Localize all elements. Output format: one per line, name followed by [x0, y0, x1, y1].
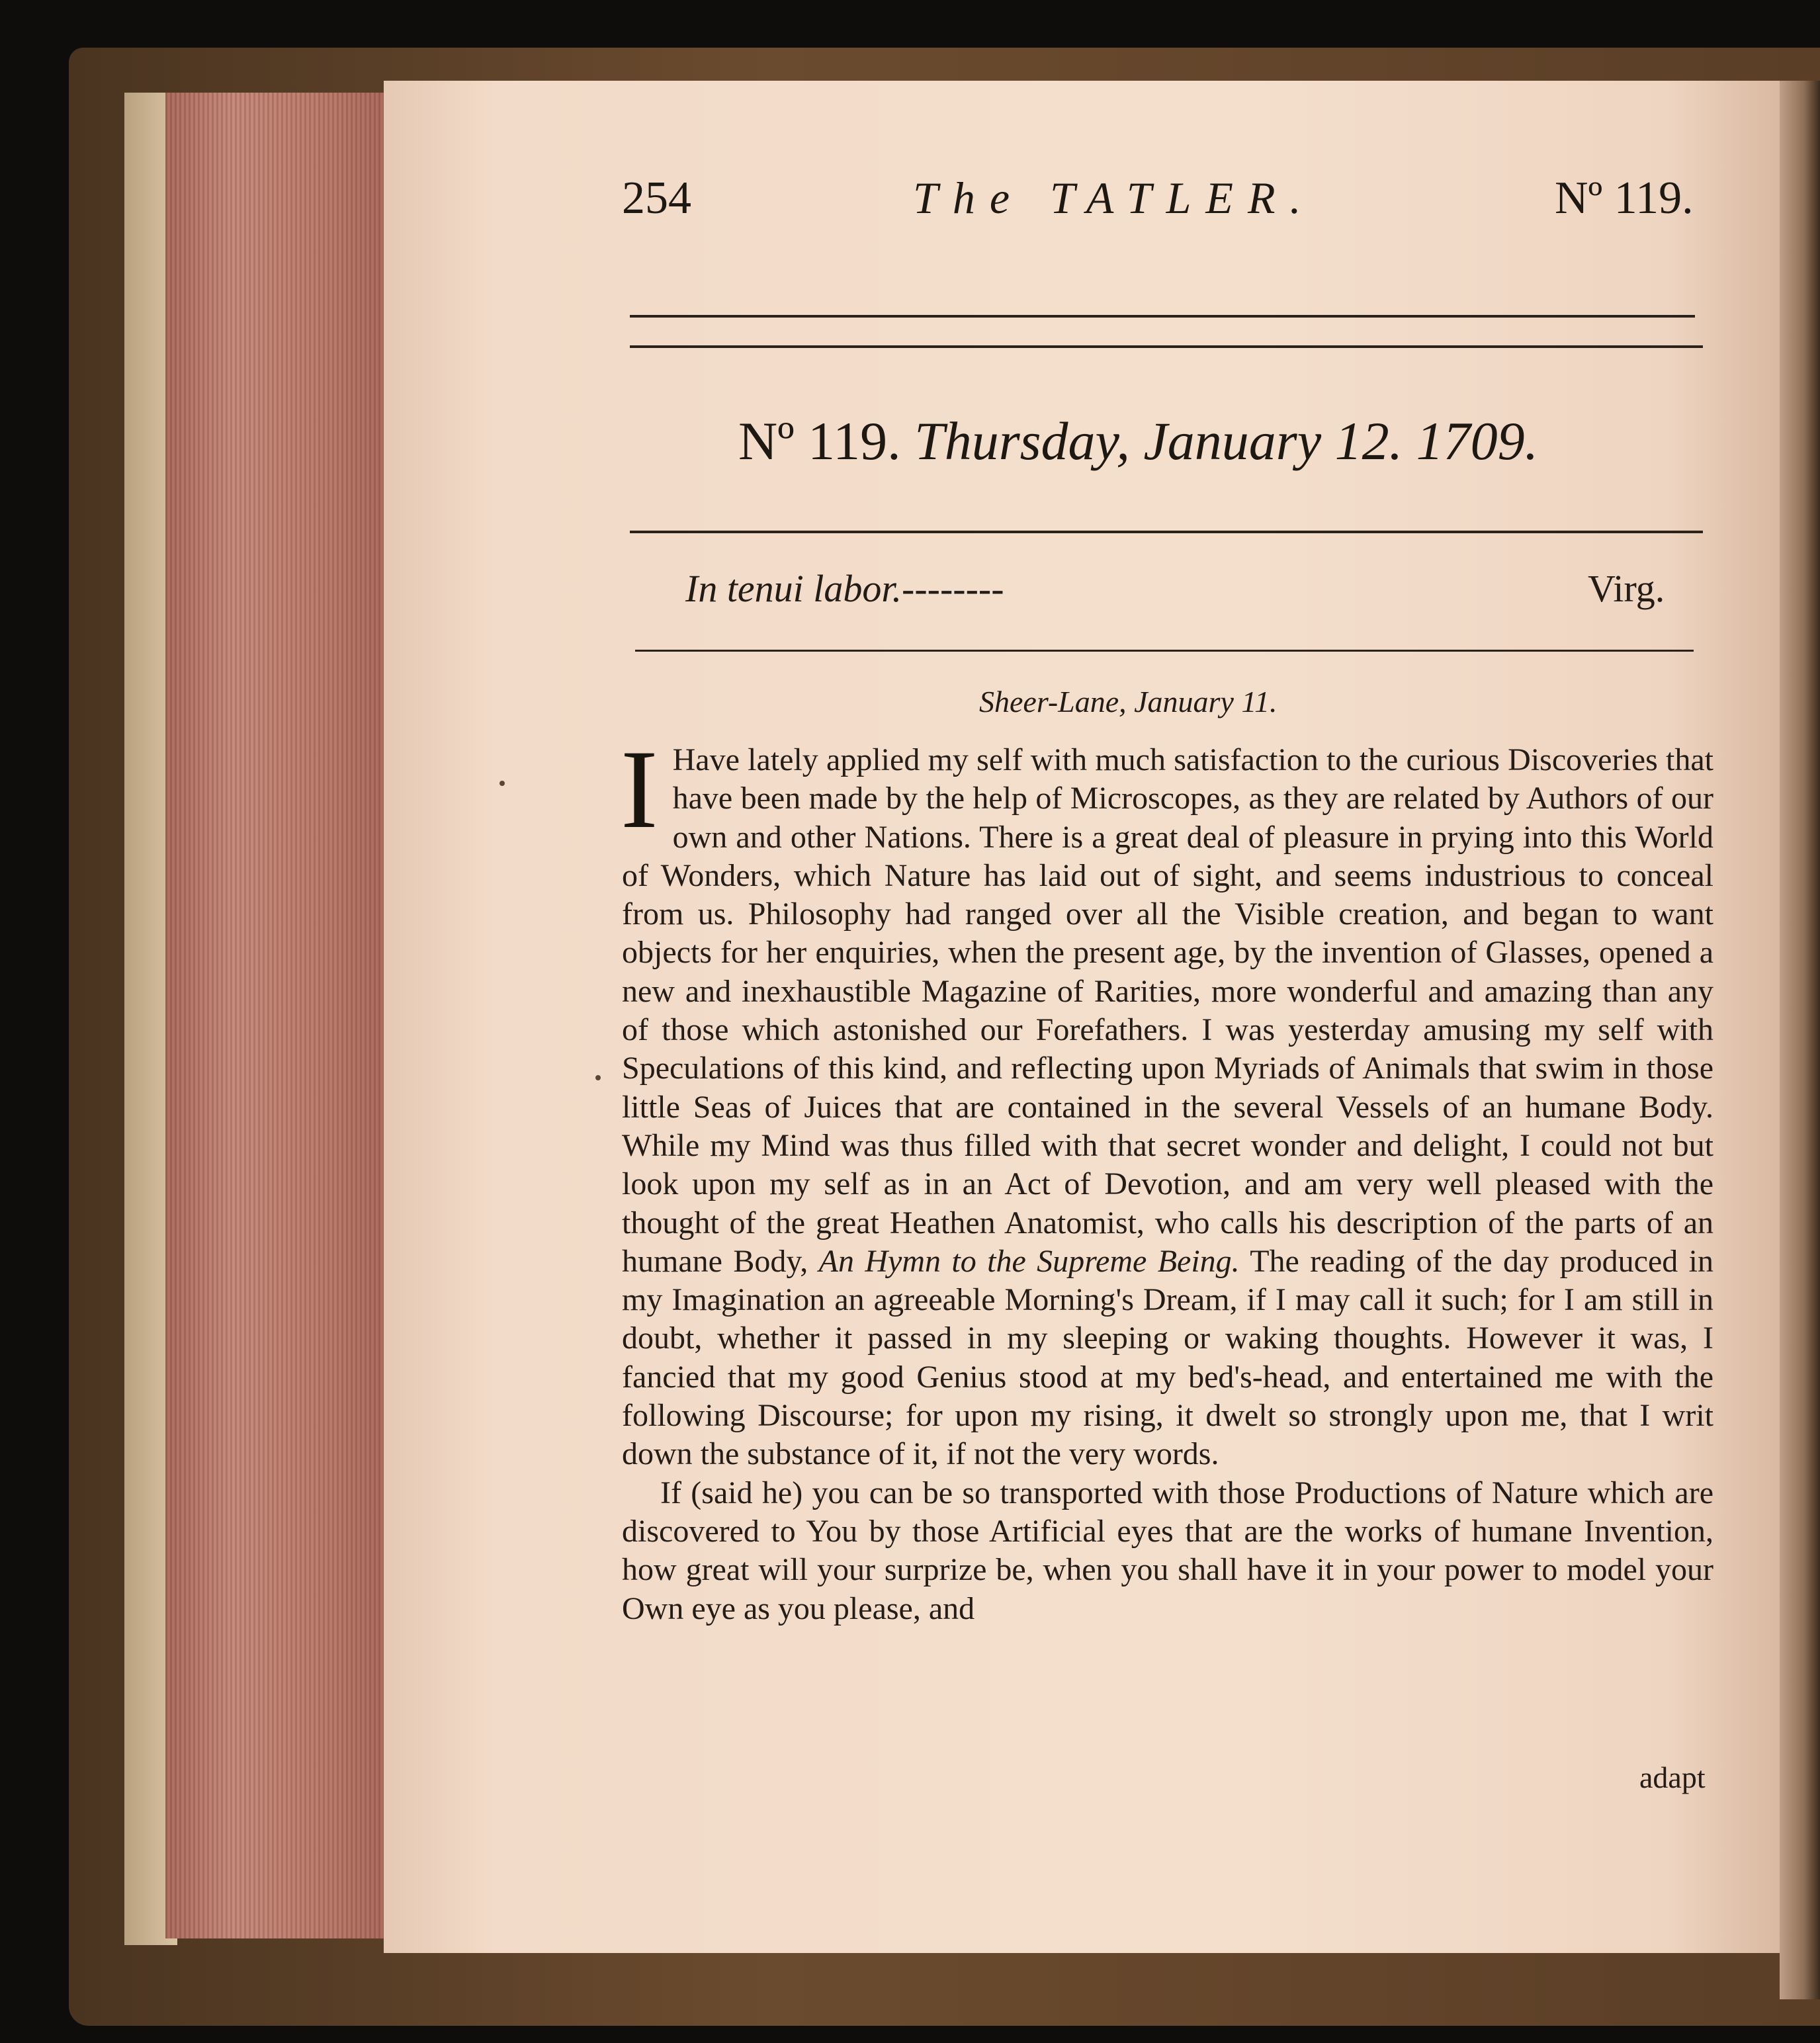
issue-number-header: Nº 119.: [1555, 173, 1694, 224]
motto: In tenui labor.--------: [685, 567, 1004, 610]
hymn-title: An Hymn to the Supreme Being.: [818, 1243, 1240, 1279]
rule-mid: [630, 531, 1703, 533]
running-header: [0, 172, 1820, 238]
paper-spot: [499, 781, 505, 786]
issue-date: Thursday, January 12. 1709.: [914, 411, 1539, 471]
rule-bottom: [635, 650, 1694, 652]
issue-number: Nº 119.: [738, 411, 901, 471]
paragraph-2: If (said he) you can be so transported with those Productions of Nature which are discovered to You by those Artificial eyes that are the works of humane Invention, how great will your surprize be, when you shall have it in your power to model your Own eye as you please, and: [622, 1475, 1713, 1626]
folio: 254: [622, 173, 691, 224]
rule-top-1: [630, 315, 1695, 318]
catchword: adapt: [1639, 1760, 1706, 1794]
drop-cap: I: [621, 727, 658, 851]
page-edges: [165, 93, 390, 1938]
article-body: [621, 727, 1714, 1628]
paragraph-1-end: The reading of the day produced in my Imagination an agreeable Morning's Dream, if I may call it such; for I am still in doubt, whether it passed in my sleeping or waking thoughts. However it was, I fancied that my good Genius stood at my bed's-head, and entertained me with the following Discourse; for upon my rising, it dwelt so strongly upon me, that I writ down the substance of it, if not the very words.: [622, 1243, 1714, 1472]
issue-title: [738, 410, 1538, 472]
rule-top-2: [630, 345, 1703, 348]
paragraph-1-text: Have lately applied my self with much satisfaction to the curious Discoveries that have been made by the help of Microscopes, as they are related by Authors of our own and other Nations. There is a great deal of pleasure in prying into this World of Wonders, which Nature has laid out of sight, and seems industrious to conceal from us. Philosophy had ranged over all the Visible creation, and began to want objects for her enquiries, when the present age, by the invention of Glasses, opened a new and inexhaustible Magazine of Rarities, more wonderful and amazing than any of those which astonished our Forefathers. I was yesterday amusing my self with Speculations of this kind, and reflecting upon Myriads of Animals that swim in those little Seas of Juices that are contained in the several Vessels of an humane Body. While my Mind was thus filled with that secret wonder and delight, I could not but look upon my self as in an Act of Devotion, and am very well pleased with the thought of the great Heathen Anatomist, who calls his description of the parts of an humane Body,: [622, 742, 1713, 1279]
paragraph-1: [621, 727, 1714, 1474]
motto-author: Virg.: [1588, 567, 1665, 610]
facing-leaves: [1780, 81, 1820, 1999]
dateline: Sheer-Lane, January 11.: [979, 685, 1278, 718]
paper-spot: [595, 1075, 601, 1080]
running-title: The TATLER.: [913, 173, 1316, 223]
